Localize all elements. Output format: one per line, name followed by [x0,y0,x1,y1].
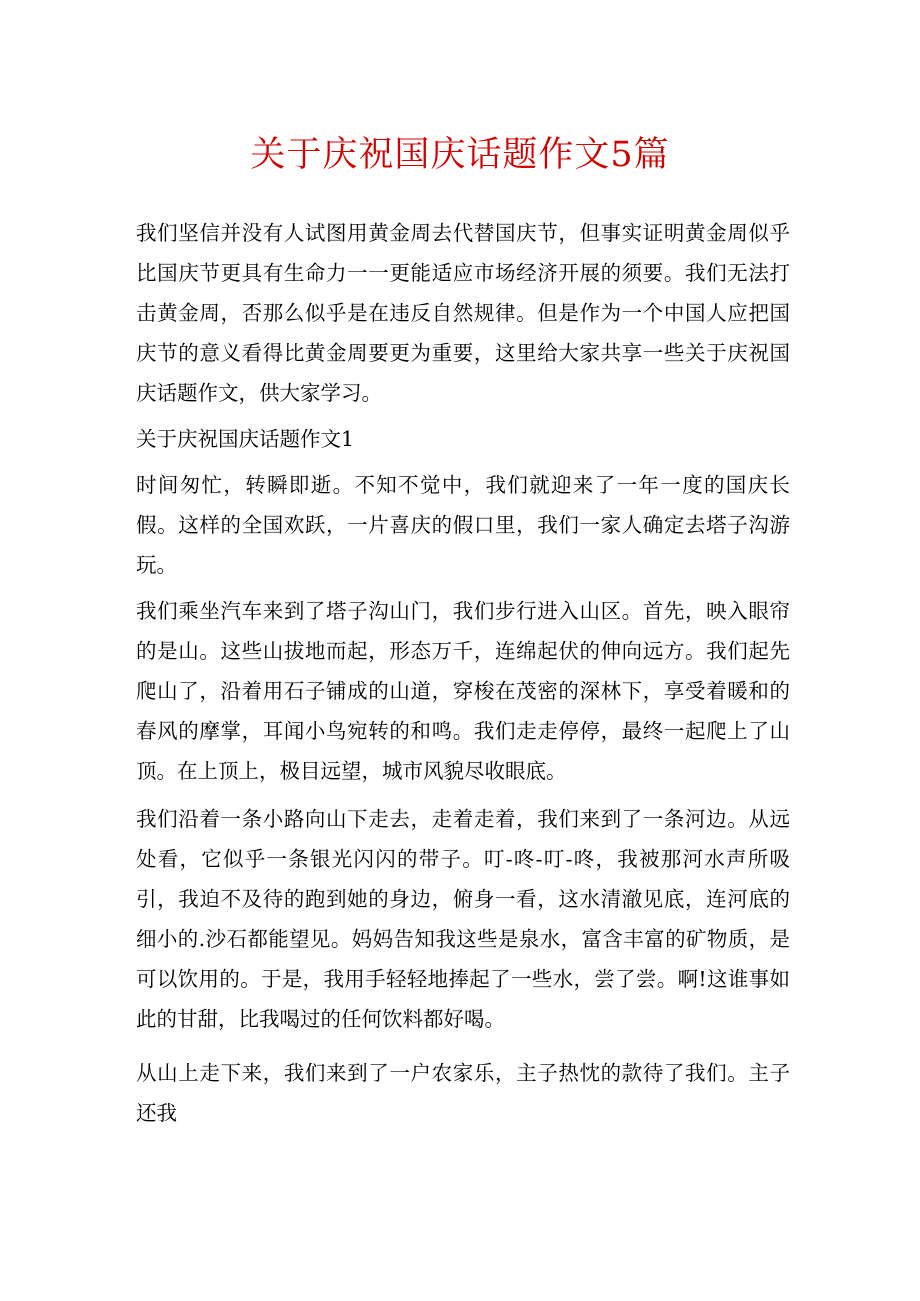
intro-paragraph: 我们坚信并没有人试图用黄金周去代替国庆节，但事实证明黄金周似乎比国庆节更具有生命力一一更能适应市场经济开展的须要。我们无法打击黄金周，否那么似乎是在违反自然规律。但是作为一个中国人应把国庆节的意义看得比黄金周要更为重要，这里给大家共享一些关于庆祝国庆话题作文，供大家学习。 [136,221,790,405]
body-paragraph-3: 我们沿着一条小路向山下走去，走着走着，我们来到了一条河边。从远处看，它似乎一条银光闪闪的带子。叮-咚-叮-咚，我被那河水声所吸引，我迫不及待的跑到她的身边，俯身一看，这水清澈见底，连河底的细小的.沙石都能望见。妈妈告知我这些是泉水，富含丰富的矿物质，是可以饮用的。于是，我用手轻轻地捧起了一些水，尝了尝。啊!这谁事如此的甘甜，比我喝过的任何饮料都好喝。 [136,807,790,1031]
section-heading: 关于庆祝国庆话题作文1 [136,427,355,451]
document-title: 关于庆祝国庆话题作文5篇 [250,135,670,175]
document-body [136,213,790,1133]
body-paragraph-2: 我们乘坐汽车来到了塔子沟山门，我们步行进入山区。首先，映入眼帘的是山。这些山拔地而起，形态万千，连绵起伏的伸向远方。我们起先爬山了，沿着用石子铺成的山道，穿梭在茂密的深林下，享受着暖和的春风的摩掌，耳闻小鸟宛转的和鸣。我们走走停停，最终一起爬上了山顶。在上顶上，极目远望，城市风貌尽收眼底。 [136,599,790,783]
body-paragraph-1: 时间匆忙，转瞬即逝。不知不觉中，我们就迎来了一年一度的国庆长假。这样的全国欢跃，一片喜庆的假口里，我们一家人确定去塔子沟游玩。 [136,473,790,577]
body-paragraph-4: 从山上走下来，我们来到了一户农家乐，主子热忱的款待了我们。主子还我 [136,1061,790,1125]
